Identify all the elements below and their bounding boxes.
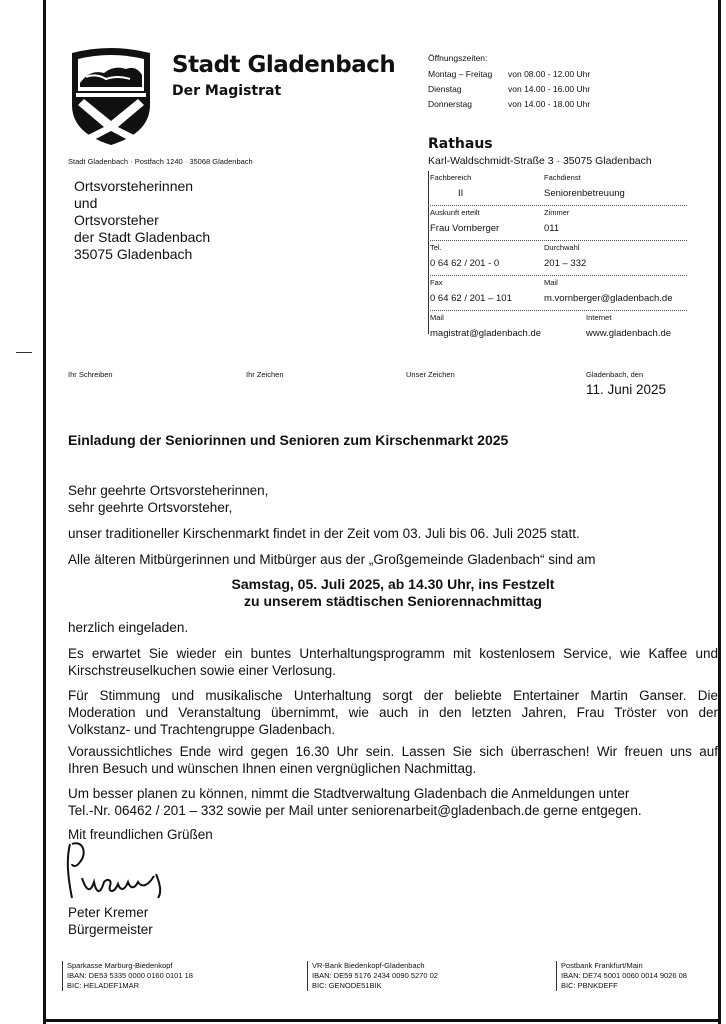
- bank-iban: IBAN: DE53 5335 0000 0160 0101 18: [67, 971, 193, 980]
- info-row: [428, 276, 687, 311]
- text-line: Kirschstreuselkuchen sowie einer Verlosung.: [68, 663, 336, 678]
- paragraph-dates: [68, 525, 718, 542]
- text-line: Tel.-Nr. 06462 / 201 – 332 sowie per Mail unter seniorenarbeit@gladenbach.de gerne entgegen.: [68, 803, 642, 818]
- signature-image: [62, 838, 172, 908]
- info-value: 0 64 62 / 201 – 101: [430, 293, 512, 304]
- ref-ihr-schreiben: Ihr Schreiben: [68, 370, 113, 379]
- salutation-line: sehr geehrte Ortsvorsteher,: [68, 500, 233, 515]
- hours-time: von 14.00 - 18.00 Uhr: [508, 99, 591, 109]
- recipient-address: [74, 178, 210, 263]
- ref-date-label: Gladenbach, den: [586, 370, 644, 379]
- paragraph-registration: [68, 785, 718, 819]
- hours-time: von 08.00 - 12.00 Uhr: [508, 69, 591, 79]
- info-value: Seniorenbetreuung: [544, 188, 625, 199]
- footer-bank-3: [556, 961, 687, 991]
- event-line: zu unserem städtischen Seniorennachmittag: [244, 593, 542, 609]
- bank-bic: BIC: PBNKDEFF: [561, 981, 618, 990]
- bank-bic: BIC: GENODE51BIK: [312, 981, 382, 990]
- info-label: Fachbereich: [430, 173, 472, 182]
- info-label: Zimmer: [544, 208, 570, 217]
- signer-block: [68, 904, 718, 938]
- text-line: unser traditioneller Kirschenmarkt findet in der Zeit vom 03. Juli bis 06. Juli 2025 statt.: [68, 526, 580, 541]
- closing-line: Mit freundlichen Grüßen: [68, 827, 213, 842]
- paragraph-end: [68, 743, 718, 777]
- bank-name: VR-Bank Biedenkopf-Gladenbach: [312, 961, 425, 970]
- coat-of-arms-icon: [70, 47, 152, 147]
- text-line: Es erwartet Sie wieder ein buntes Unterhaltungsprogramm mit kostenlosem Service, wie Kaffee und: [68, 646, 718, 661]
- page-frame-left: [43, 0, 46, 1024]
- hours-time: von 14.00 - 16.00 Uhr: [508, 84, 591, 94]
- info-value: magistrat@gladenbach.de: [430, 328, 542, 339]
- event-highlight: [68, 576, 718, 610]
- text-line: herzlich eingeladen.: [68, 620, 189, 635]
- info-value: www.gladenbach.de: [586, 328, 672, 339]
- text-line: Ihren Besuch und wünschen Ihnen einen vergnüglichen Nachmittag.: [68, 761, 477, 776]
- paragraph-invitees: [68, 551, 718, 568]
- event-line: Samstag, 05. Juli 2025, ab 14.30 Uhr, ins Festzelt: [231, 576, 555, 592]
- info-value: Frau Vornberger: [430, 223, 500, 234]
- recipient-line: Ortsvorsteher: [74, 212, 159, 228]
- hours-day: Donnerstag: [428, 99, 472, 109]
- recipient-line: der Stadt Gladenbach: [74, 229, 211, 245]
- info-label: Fachdienst: [544, 173, 581, 182]
- paragraph-entertainment: [68, 687, 718, 738]
- info-label: Auskunft erteilt: [430, 208, 480, 217]
- authority-name: Der Magistrat: [172, 83, 282, 99]
- opening-hours-title: Öffnungszeiten:: [428, 53, 488, 63]
- info-label: Durchwahl: [544, 243, 580, 252]
- signer-name: Peter Kremer: [68, 905, 149, 920]
- info-label: Fax: [430, 278, 443, 287]
- bank-iban: IBAN: DE59 5176 2434 0090 5270 02: [312, 971, 438, 980]
- text-line: Moderation und Veranstaltung übernimmt, wie auch in den letzten Jahren, Frau Tröster von der: [68, 705, 718, 720]
- info-row: [428, 171, 687, 206]
- info-value: 011: [544, 223, 560, 234]
- info-value: m.vornberger@gladenbach.de: [544, 293, 673, 304]
- text-line: Volkstanz- und Trachtengruppe Gladenbach.: [68, 722, 336, 737]
- info-value: 201 – 332: [544, 258, 587, 269]
- hours-day: Montag – Freitag: [428, 69, 493, 79]
- ref-ihr-zeichen: Ihr Zeichen: [246, 370, 284, 379]
- sender-line: Stadt Gladenbach · Postfach 1240 · 35068 Gladenbach: [68, 157, 253, 166]
- salutation-line: Sehr geehrte Ortsvorsteherinnen,: [68, 483, 269, 498]
- text-line: Für Stimmung und musikalische Unterhaltung sorgt der beliebte Entertainer Martin Ganser. Die: [68, 688, 718, 703]
- city-name: Stadt Gladenbach: [172, 52, 396, 78]
- salutation: [68, 482, 718, 516]
- info-row: [428, 311, 687, 345]
- bank-bic: BIC: HELADEF1MAR: [67, 981, 140, 990]
- info-row: [428, 206, 687, 241]
- info-label: Internet: [586, 313, 612, 322]
- recipient-line: und: [74, 195, 98, 211]
- paragraph-program: [68, 645, 718, 679]
- hours-day: Dienstag: [428, 84, 462, 94]
- letter-date: 11. Juni 2025: [586, 382, 667, 397]
- text-line: Alle älteren Mitbürgerinnen und Mitbürger aus der „Großgemeinde Gladenbach“ sind am: [68, 552, 596, 567]
- rathaus-address: Karl-Waldschmidt-Straße 3 · 35075 Gladenbach: [428, 155, 652, 167]
- rathaus-title: Rathaus: [428, 136, 493, 152]
- recipient-line: 35075 Gladenbach: [74, 246, 193, 262]
- info-value: 0 64 62 / 201 - 0: [430, 258, 500, 269]
- info-row: [428, 241, 687, 276]
- bank-name: Postbank Frankfurt/Main: [561, 961, 643, 970]
- info-label: Mail: [544, 278, 558, 287]
- text-line: Voraussichtliches Ende wird gegen 16.30 Uhr sein. Lassen Sie sich überraschen! Wir freuen uns auf: [68, 744, 718, 759]
- bank-iban: IBAN: DE74 5001 0060 0014 9026 08: [561, 971, 687, 980]
- letter-subject: Einladung der Seniorinnen und Senioren zum Kirschenmarkt 2025: [68, 432, 509, 448]
- signer-title: Bürgermeister: [68, 922, 153, 937]
- fold-mark: [16, 352, 32, 353]
- page-frame-bottom: [43, 1019, 721, 1022]
- ref-unser-zeichen: Unser Zeichen: [406, 370, 455, 379]
- footer-bank-2: [307, 961, 438, 991]
- recipient-line: Ortsvorsteherinnen: [74, 178, 194, 194]
- text-line: Um besser planen zu können, nimmt die Stadtverwaltung Gladenbach die Anmeldungen unter: [68, 786, 630, 801]
- contact-info-block: [428, 171, 687, 345]
- bank-name: Sparkasse Marburg-Biedenkopf: [67, 961, 173, 970]
- info-label: Mail: [430, 313, 444, 322]
- info-label: Tel.: [430, 243, 442, 252]
- paragraph-invited: [68, 619, 718, 636]
- info-value: II: [458, 188, 464, 199]
- page-frame-right: [718, 0, 721, 1024]
- footer-bank-1: [62, 961, 193, 991]
